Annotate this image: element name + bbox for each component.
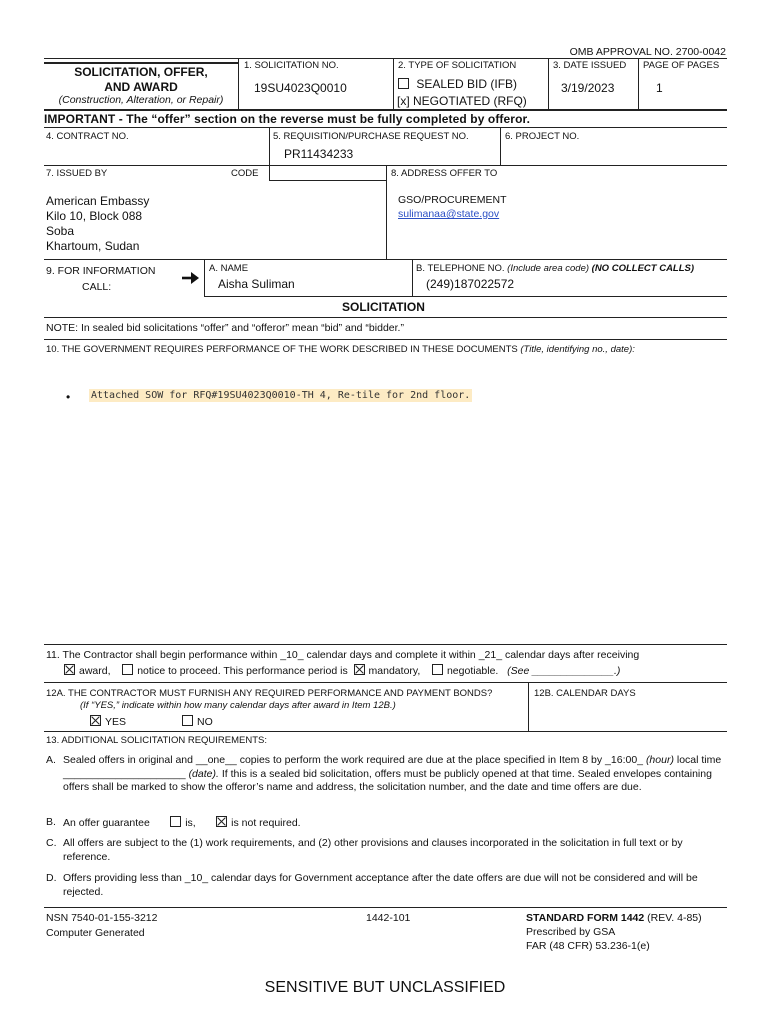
requisition-label: 5. REQUISITION/PURCHASE REQUEST NO. (273, 131, 469, 142)
bonds-yes-option[interactable]: YES (90, 715, 126, 728)
divider (500, 127, 501, 165)
divider (412, 259, 413, 296)
negotiated-option[interactable]: [x] NEGOTIATED (RFQ) (397, 94, 527, 108)
divider (528, 682, 529, 731)
issued-by-label: 7. ISSUED BY (46, 168, 108, 179)
prescribed-by: Prescribed by GSA (526, 926, 616, 938)
item13a-text: Sealed offers in original and __one__ copies to perform the work required are due at the place specified in Item 8 by _16:00_ (hour) local time _____________________ (date). If this is a sealed bid solicitation, offers must be publicly opened at that time. Sealed envelopes containing offers shall be marked to show the offeror’s name and address, the solicitation number, and the date and time offers are due. (63, 754, 722, 793)
sealed-bid-option[interactable]: SEALED BID (IFB) (398, 77, 517, 91)
omb-approval: OMB APPROVAL NO. 2700-0042 (569, 46, 726, 58)
pages-label: PAGE OF PAGES (643, 60, 720, 71)
computer-generated: Computer Generated (46, 927, 145, 939)
info-call-label1: 9. FOR INFORMATION (46, 265, 156, 277)
contact-name: Aisha Suliman (218, 277, 295, 291)
issued-by-line: Soba (46, 224, 75, 238)
item11-line1: 11. The Contractor shall begin performance within _10_ calendar days and complete it within _21_ calendar days after receiving (46, 649, 640, 661)
rule (44, 109, 727, 111)
contract-no-label: 4. CONTRACT NO. (46, 131, 129, 142)
nsn: NSN 7540-01-155-3212 (46, 912, 158, 924)
rule (44, 682, 727, 683)
bullet-icon: • (66, 390, 71, 404)
date-issued-label: 3. DATE ISSUED (553, 60, 627, 71)
rule (44, 259, 727, 260)
address-offer-email[interactable]: sulimanaa@state.gov (398, 208, 500, 220)
rule (204, 296, 727, 297)
rule (44, 127, 727, 128)
item12a-hint: (If “YES,” indicate within how many calendar days after award in Item 12B.) (80, 700, 396, 711)
arrow-right-icon (181, 270, 201, 286)
issued-by-line: Kilo 10, Block 088 (46, 209, 143, 223)
rule (44, 339, 727, 340)
date-issued-value: 3/19/2023 (561, 81, 615, 95)
item13a-letter: A. (46, 754, 56, 766)
divider (269, 127, 270, 165)
solicitation-no-value: 19SU4023Q0010 (254, 81, 347, 95)
form-title-line1: SOLICITATION, OFFER, (74, 65, 208, 79)
solicitation-type-label: 2. TYPE OF SOLICITATION (398, 60, 517, 71)
form-subtitle: (Construction, Alteration, or Repair) (58, 94, 224, 106)
far-reference: FAR (48 CFR) 53.236-1(e) (526, 940, 650, 952)
negotiated-mark: [x] (397, 94, 410, 108)
divider (393, 58, 394, 109)
rule (44, 731, 727, 732)
code-label: CODE (231, 168, 259, 179)
item13c-letter: C. (46, 837, 57, 849)
item13c-text: All offers are subject to the (1) work requirements, and (2) other provisions and clauses incorporated in the solicitation in full text or by reference. (63, 837, 683, 863)
sealed-bid-checkbox[interactable] (398, 78, 409, 89)
guarantee-not-required-checkbox[interactable] (216, 816, 227, 827)
issued-by-line: Khartoum, Sudan (46, 239, 140, 253)
rule (44, 907, 727, 908)
name-label: A. NAME (209, 263, 249, 274)
award-checkbox[interactable] (64, 664, 75, 675)
rule (269, 180, 386, 181)
divider (269, 165, 270, 181)
solicitation-no-label: 1. SOLICITATION NO. (244, 60, 339, 71)
rule (44, 644, 727, 645)
address-offer-label: 8. ADDRESS OFFER TO (391, 168, 498, 179)
important-notice: IMPORTANT - The “offer” section on the reverse must be fully completed by offeror. (44, 112, 531, 126)
bonds-no-checkbox[interactable] (182, 715, 193, 726)
divider (204, 259, 205, 296)
item13d-letter: D. (46, 872, 57, 884)
divider (238, 58, 239, 109)
divider (386, 165, 387, 259)
info-call-label2: CALL: (82, 281, 112, 293)
contact-telephone: (249)187022572 (426, 277, 515, 291)
classification-marking: SENSITIVE BUT UNCLASSIFIED (264, 979, 506, 996)
telephone-label: B. TELEPHONE NO. (Include area code) (NO COLLECT CALLS) (416, 263, 695, 274)
pages-value: 1 (656, 81, 663, 95)
section-solicitation-heading: SOLICITATION (342, 300, 425, 314)
divider (638, 58, 639, 109)
note-text: NOTE: In sealed bid solicitations “offer” and “offeror” mean “bid” and “bidder.” (46, 322, 404, 334)
ntp-checkbox[interactable] (122, 664, 133, 675)
item13b-letter: B. (46, 816, 56, 828)
item11-line2: award, notice to proceed. This performance period is mandatory, negotiable. (See ______________.) (64, 664, 620, 677)
divider (548, 58, 549, 109)
item12b-label: 12B. CALENDAR DAYS (534, 688, 636, 699)
bonds-yes-checkbox[interactable] (90, 715, 101, 726)
item13-label: 13. ADDITIONAL SOLICITATION REQUIREMENTS: (46, 735, 268, 746)
negotiable-checkbox[interactable] (432, 664, 443, 675)
rule (44, 58, 727, 59)
address-offer-line1: GSO/PROCUREMENT (398, 194, 507, 206)
requisition-value: PR11434233 (284, 147, 354, 161)
mandatory-checkbox[interactable] (354, 664, 365, 675)
issued-by-line: American Embassy (46, 194, 150, 208)
item10-label: 10. THE GOVERNMENT REQUIRES PERFORMANCE OF THE WORK DESCRIBED IN THESE DOCUMENTS (Title, identifying no., date): (46, 344, 635, 355)
rule (44, 317, 727, 318)
work-description-bullet: Attached SOW for RFQ#19SU4023Q0010-TH 4, Re-tile for 2nd floor. (91, 390, 471, 401)
form-title-line2: AND AWARD (104, 80, 178, 94)
item12a-label: 12A. THE CONTRACTOR MUST FURNISH ANY REQUIRED PERFORMANCE AND PAYMENT BONDS? (46, 688, 493, 699)
form-code: 1442-101 (366, 912, 411, 924)
item13d-text: Offers providing less than _10_ calendar days for Government acceptance after the date offers are due will not be considered and will be rejected. (63, 872, 698, 898)
rule (44, 62, 238, 64)
project-no-label: 6. PROJECT NO. (505, 131, 580, 142)
standard-form-label: STANDARD FORM 1442 (REV. 4-85) (526, 912, 702, 924)
guarantee-is-checkbox[interactable] (170, 816, 181, 827)
item13b-text: An offer guarantee is, is not required. (63, 817, 301, 829)
bonds-no-option[interactable]: NO (182, 715, 213, 728)
